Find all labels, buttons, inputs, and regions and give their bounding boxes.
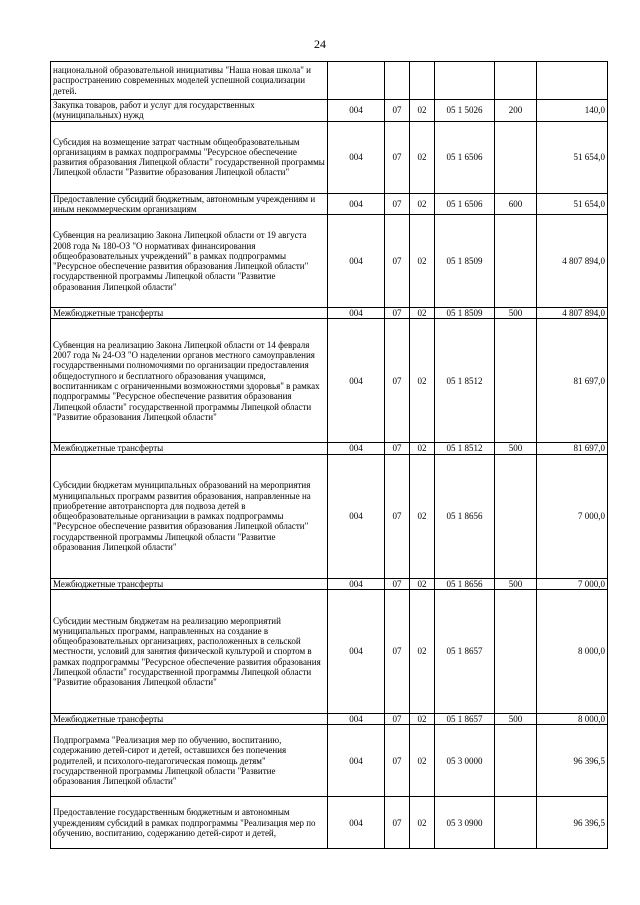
target-article-cell: 05 3 0900 (435, 797, 495, 849)
ministry-code-cell: 004 (328, 725, 385, 797)
ministry-code-cell: 004 (328, 319, 385, 443)
ministry-code-cell: 004 (328, 215, 385, 308)
item-name-cell: Предоставление государственным бюджетным и автономным учреждениям субсидий в рамках подпрограммы "Реализация мер по обучению, воспитанию, содержанию детей-сирот и детей, (51, 797, 328, 849)
subsection-code-cell: 02 (410, 578, 435, 589)
table-row (51, 590, 608, 714)
expense-type-cell (495, 725, 537, 797)
amount-cell: 140,0 (537, 100, 608, 122)
table-row (51, 797, 608, 849)
section-code-cell: 07 (385, 193, 410, 215)
item-name-cell: Субвенция на реализацию Закона Липецкой области от 14 февраля 2007 года № 24-ОЗ "О наделении органов местного самоуправления государственными полномочиями по организации предоставления общедоступного и бесплатного образования учащимся, воспитанникам с ограниченными возможностями здоровья" в рамках подпрограммы "Ресурсное обеспечение развития образования Липецкой области" государственной программы Липецкой области "Развитие образования Липецкой области" (51, 319, 328, 443)
expense-type-cell: 500 (495, 308, 537, 319)
amount-cell: 7 000,0 (537, 578, 608, 589)
table-row (51, 100, 608, 122)
ministry-code-cell (328, 62, 385, 100)
section-code-cell: 07 (385, 714, 410, 725)
target-article-cell: 05 1 8509 (435, 215, 495, 308)
section-code-cell: 07 (385, 443, 410, 454)
section-code-cell: 07 (385, 308, 410, 319)
subsection-code-cell (410, 62, 435, 100)
page-number: 24 (314, 37, 326, 51)
table-row (51, 319, 608, 443)
section-code-cell: 07 (385, 578, 410, 589)
ministry-code-cell: 004 (328, 590, 385, 714)
item-name-cell: Субвенция на реализацию Закона Липецкой области от 19 августа 2008 года № 180-ОЗ "О нормативах финансирования общеобразовательных учреждений" в рамках подпрограммы "Ресурсное обеспечение развития образования Липецкой области" государственной программы Липецкой области "Развитие образования Липецкой области" (51, 215, 328, 308)
subsection-code-cell: 02 (410, 454, 435, 578)
table-row (51, 62, 608, 100)
target-article-cell: 05 1 8657 (435, 714, 495, 725)
target-article-cell: 05 1 6506 (435, 193, 495, 215)
amount-cell (537, 62, 608, 100)
budget-table-body (51, 62, 608, 849)
amount-cell: 4 807 894,0 (537, 308, 608, 319)
amount-cell: 96 396,5 (537, 797, 608, 849)
subsection-code-cell: 02 (410, 714, 435, 725)
item-name-cell: Межбюджетные трансферты (51, 308, 328, 319)
amount-cell: 96 396,5 (537, 725, 608, 797)
expense-type-cell (495, 590, 537, 714)
expense-type-cell: 200 (495, 100, 537, 122)
ministry-code-cell: 004 (328, 193, 385, 215)
amount-cell: 8 000,0 (537, 714, 608, 725)
target-article-cell (435, 62, 495, 100)
section-code-cell: 07 (385, 100, 410, 122)
expense-type-cell: 600 (495, 193, 537, 215)
section-code-cell: 07 (385, 725, 410, 797)
item-name-cell: Субсидия на возмещение затрат частным общеобразовательным организациям в рамках подпрограммы "Ресурсное обеспечение развития образования Липецкой области" государственной программы Липецкой области "Развитие образования Липецкой области" (51, 121, 328, 193)
ministry-code-cell: 004 (328, 454, 385, 578)
ministry-code-cell: 004 (328, 308, 385, 319)
item-name-cell: Субсидии бюджетам муниципальных образований на мероприятия муниципальных программ развития образования, направленные на приобретение автотранспорта для подвоза детей в общеобразовательные организации в рамках подпрограммы "Ресурсное обеспечение развития образования Липецкой области" государственной программы Липецкой области "Развитие образования Липецкой области" (51, 454, 328, 578)
amount-cell: 4 807 894,0 (537, 215, 608, 308)
expense-type-cell (495, 797, 537, 849)
amount-cell: 81 697,0 (537, 319, 608, 443)
expense-type-cell: 500 (495, 578, 537, 589)
subsection-code-cell: 02 (410, 193, 435, 215)
target-article-cell: 05 3 0000 (435, 725, 495, 797)
target-article-cell: 05 1 8657 (435, 590, 495, 714)
table-row (51, 215, 608, 308)
section-code-cell: 07 (385, 215, 410, 308)
table-row (51, 454, 608, 578)
item-name-cell: Субсидии местным бюджетам на реализацию мероприятий муниципальных программ, направленных на создание в общеобразовательных организациях, расположенных в сельской местности, условий для занятия физической культурой и спортом в рамках подпрограммы "Ресурсное обеспечение развития образования Липецкой области" государственной программы Липецкой области "Развитие образования Липецкой области" (51, 590, 328, 714)
table-row (51, 443, 608, 454)
table-row (51, 308, 608, 319)
subsection-code-cell: 02 (410, 797, 435, 849)
expense-type-cell (495, 121, 537, 193)
target-article-cell: 05 1 6506 (435, 121, 495, 193)
subsection-code-cell: 02 (410, 308, 435, 319)
table-row (51, 578, 608, 589)
item-name-cell: Межбюджетные трансферты (51, 714, 328, 725)
amount-cell: 81 697,0 (537, 443, 608, 454)
expense-type-cell (495, 62, 537, 100)
subsection-code-cell: 02 (410, 443, 435, 454)
expense-type-cell (495, 215, 537, 308)
item-name-cell: Подпрограмма "Реализация мер по обучению, воспитанию, содержанию детей-сирот и детей, оставшихся без попечения родителей, и психолого-педагогическая помощь детям" государственной программы Липецкой области "Развитие образования Липецкой области" (51, 725, 328, 797)
amount-cell: 7 000,0 (537, 454, 608, 578)
target-article-cell: 05 1 8656 (435, 454, 495, 578)
subsection-code-cell: 02 (410, 100, 435, 122)
table-row (51, 725, 608, 797)
item-name-cell: Межбюджетные трансферты (51, 443, 328, 454)
section-code-cell: 07 (385, 454, 410, 578)
expense-type-cell (495, 319, 537, 443)
item-name-cell: Закупка товаров, работ и услуг для государственных (муниципальных) нужд (51, 100, 328, 122)
subsection-code-cell: 02 (410, 121, 435, 193)
item-name-cell: Предоставление субсидий бюджетным, автономным учреждениям и иным некоммерческим организациям (51, 193, 328, 215)
subsection-code-cell: 02 (410, 590, 435, 714)
expense-type-cell: 500 (495, 443, 537, 454)
ministry-code-cell: 004 (328, 714, 385, 725)
ministry-code-cell: 004 (328, 100, 385, 122)
amount-cell: 8 000,0 (537, 590, 608, 714)
ministry-code-cell: 004 (328, 578, 385, 589)
ministry-code-cell: 004 (328, 121, 385, 193)
subsection-code-cell: 02 (410, 725, 435, 797)
ministry-code-cell: 004 (328, 443, 385, 454)
table-row (51, 193, 608, 215)
target-article-cell: 05 1 8656 (435, 578, 495, 589)
section-code-cell: 07 (385, 797, 410, 849)
budget-table (50, 61, 608, 849)
target-article-cell: 05 1 8512 (435, 319, 495, 443)
subsection-code-cell: 02 (410, 215, 435, 308)
target-article-cell: 05 1 8509 (435, 308, 495, 319)
table-row (51, 121, 608, 193)
target-article-cell: 05 1 5026 (435, 100, 495, 122)
section-code-cell: 07 (385, 121, 410, 193)
item-name-cell: национальной образовательной инициативы "Наша новая школа" и распространению современных моделей успешной социализации детей. (51, 62, 328, 100)
subsection-code-cell: 02 (410, 319, 435, 443)
section-code-cell (385, 62, 410, 100)
item-name-cell: Межбюджетные трансферты (51, 578, 328, 589)
section-code-cell: 07 (385, 590, 410, 714)
amount-cell: 51 654,0 (537, 193, 608, 215)
table-row (51, 714, 608, 725)
expense-type-cell (495, 454, 537, 578)
amount-cell: 51 654,0 (537, 121, 608, 193)
section-code-cell: 07 (385, 319, 410, 443)
target-article-cell: 05 1 8512 (435, 443, 495, 454)
expense-type-cell: 500 (495, 714, 537, 725)
ministry-code-cell: 004 (328, 797, 385, 849)
